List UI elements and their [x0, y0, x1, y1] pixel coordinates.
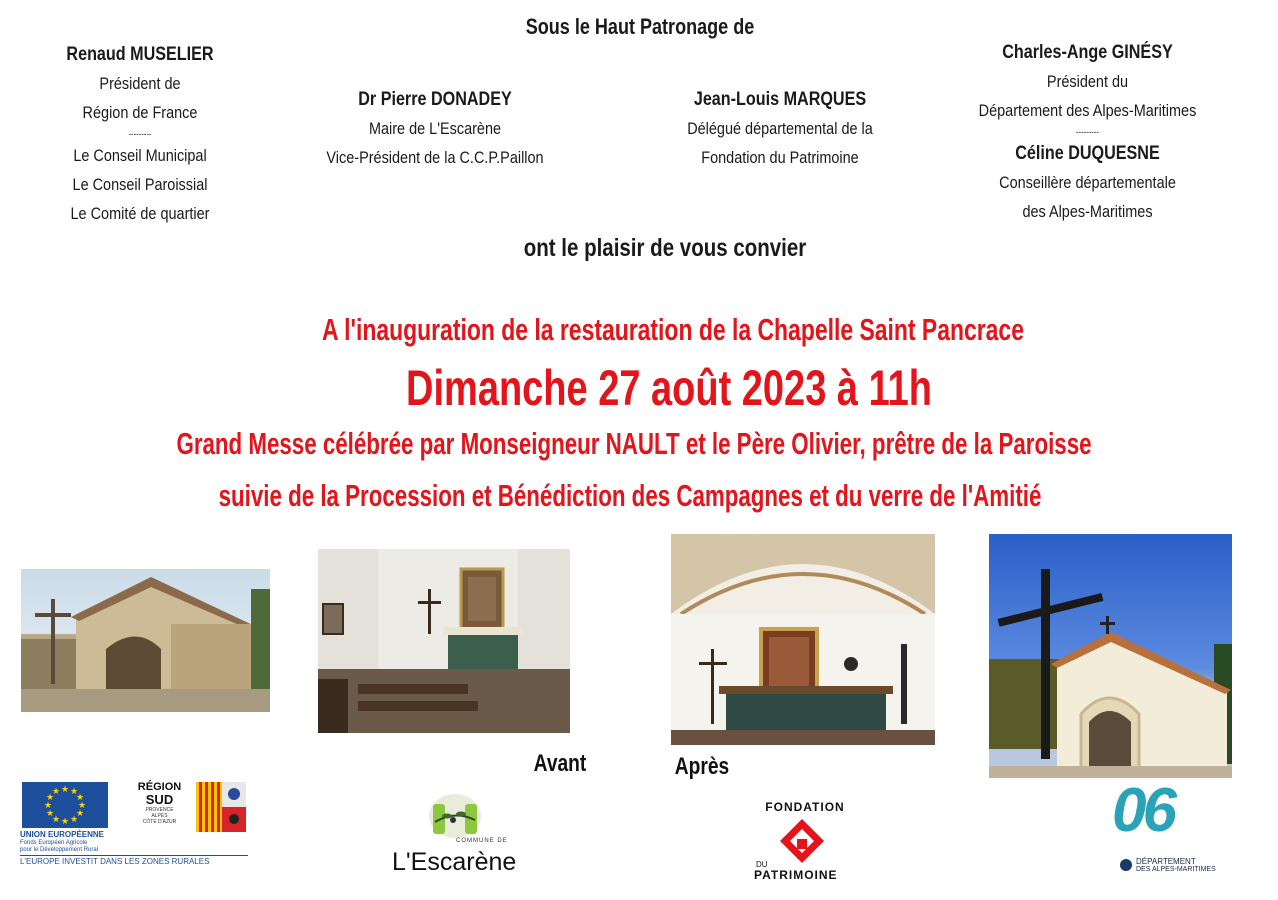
left-name: Renaud MUSELIER: [66, 44, 214, 65]
right-name2: Céline DUQUESNE: [1015, 143, 1160, 164]
center-right-role1: Délégué départemental de la: [687, 119, 873, 138]
region-provence: PROVENCE: [145, 807, 174, 813]
eu-flag-icon: [22, 782, 108, 828]
svg-text:★: ★: [60, 817, 70, 827]
left-dignitaries: [38, 40, 242, 228]
left-line3: Le Comité de quartier: [70, 204, 210, 223]
departement-logo: [1110, 776, 1220, 885]
right-role2: Département des Alpes-Maritimes: [978, 101, 1197, 120]
center-left-role2: Vice-Président de la C.C.P.Paillon: [326, 148, 544, 167]
left-role2: Région de France: [82, 103, 198, 122]
svg-text:★: ★: [60, 785, 70, 795]
region-shield-icon: [196, 782, 246, 832]
svg-text:★: ★: [75, 809, 85, 819]
caption-after: Après: [674, 753, 730, 780]
region-alpes: ALPES: [151, 813, 168, 819]
eu-divider: [20, 855, 248, 856]
svg-text:★: ★: [51, 787, 61, 797]
chapel-exterior-before-photo: [21, 569, 270, 712]
dept-label2: DES ALPES-MARITIMES: [1136, 866, 1216, 873]
region-sud-logo: [122, 782, 197, 842]
eu-tagline: L'EUROPE INVESTIT DANS LES ZONES RURALES: [20, 857, 210, 866]
svg-text:★: ★: [75, 793, 85, 803]
left-line2: Le Conseil Paroissial: [72, 175, 208, 194]
commune-de-label: COMMUNE DE: [456, 838, 508, 844]
svg-text:★: ★: [51, 815, 61, 825]
right-role3: Conseillère départementale: [999, 173, 1176, 192]
fondation-logo: [750, 800, 860, 885]
chapel-interior-before-photo: [318, 549, 570, 733]
fondation-emblem-icon: [778, 817, 826, 865]
fondation-du: DU: [756, 860, 768, 869]
event-procession: suivie de la Procession et Bénédiction des Campagnes et du verre de l'Amitié: [218, 478, 1042, 513]
center-left-dignitary: [295, 85, 576, 172]
patronage-heading: Sous le Haut Patronage de: [525, 14, 755, 39]
region-cote: CÔTE D'AZUR: [142, 819, 177, 825]
center-right-role2: Fondation du Patrimoine: [701, 148, 859, 167]
escarene-logo: [390, 790, 530, 880]
svg-text:★: ★: [45, 809, 55, 819]
dept-label1: DÉPARTEMENT: [1136, 857, 1196, 866]
left-role1: Président de: [99, 74, 181, 93]
left-line1: Le Conseil Municipal: [73, 146, 207, 165]
svg-text:★: ★: [45, 793, 55, 803]
right-name: Charles-Ange GINÉSY: [1002, 42, 1173, 63]
right-dignitaries: [954, 38, 1222, 226]
center-left-role1: Maire de L'Escarène: [368, 119, 502, 138]
eu-sub1: Fonds Européen Agricole: [20, 840, 88, 846]
eu-logo: [20, 780, 250, 870]
svg-text:★: ★: [69, 815, 79, 825]
right-role4: des Alpes-Maritimes: [1022, 202, 1153, 221]
region-label: RÉGION: [137, 781, 182, 793]
right-role1: Président du: [1046, 72, 1129, 91]
event-date: Dimanche 27 août 2023 à 11h: [406, 360, 932, 416]
chapel-interior-after-photo: [671, 534, 935, 745]
dept-seal-icon: [1120, 859, 1132, 871]
invitation-line: ont le plaisir de vous convier: [523, 234, 807, 262]
center-left-name: Dr Pierre DONADEY: [358, 89, 512, 110]
fondation-label: FONDATION: [765, 800, 845, 814]
region-sud-label: SUD: [145, 792, 174, 807]
eu-sub2: pour le Développement Rural: [20, 847, 99, 853]
svg-text:★: ★: [69, 787, 79, 797]
event-title: A l'inauguration de la restauration de la Chapelle Saint Pancrace: [322, 312, 1024, 347]
svg-text:★: ★: [43, 801, 53, 811]
center-right-name: Jean-Louis MARQUES: [693, 89, 867, 110]
eu-title: UNION EUROPÉENNE: [20, 830, 105, 839]
fondation-patrimoine: PATRIMOINE: [754, 868, 838, 882]
escarene-name: L'Escarène: [392, 848, 517, 876]
right-separator: ---------: [1076, 127, 1099, 137]
event-mass: Grand Messe célébrée par Monseigneur NAULT et le Père Olivier, prêtre de la Paroisse: [176, 426, 1092, 461]
left-separator: ---------: [128, 129, 152, 139]
dept-06-label: 06: [1112, 776, 1173, 845]
chapel-exterior-after-photo: [989, 534, 1232, 778]
center-right-dignitary: [653, 85, 908, 172]
caption-before: Avant: [533, 750, 587, 777]
svg-text:★: ★: [77, 801, 87, 811]
